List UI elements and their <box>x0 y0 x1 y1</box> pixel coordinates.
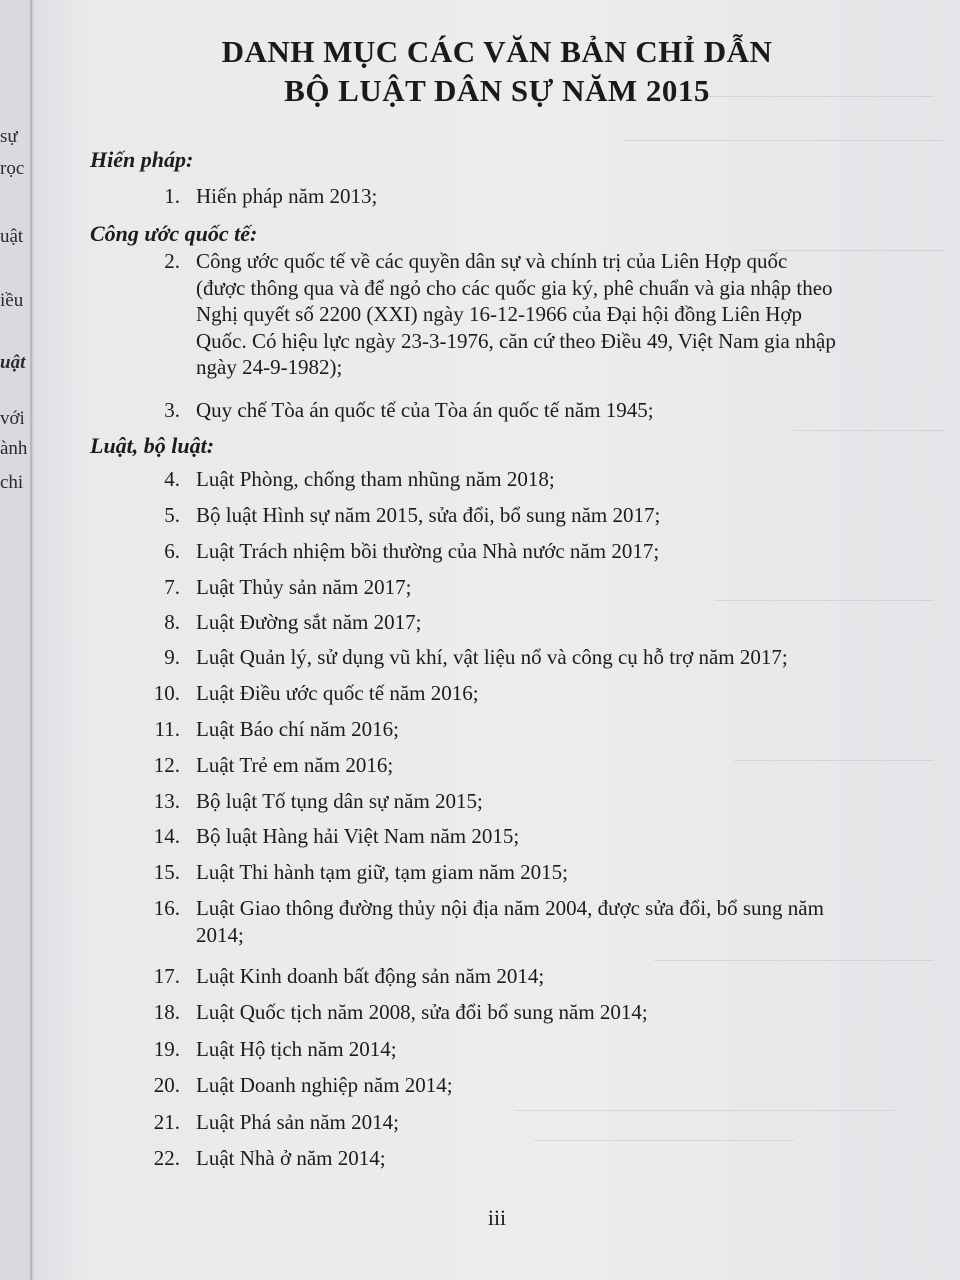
item-text: Luật Doanh nghiệp năm 2014; <box>196 1073 453 1097</box>
item-text-line: Quốc. Có hiệu lực ngày 23-3-1976, căn cứ theo Điều 49, Việt Nam gia nhập <box>196 328 836 353</box>
item-number: 2. <box>164 249 180 273</box>
item-number: 4. <box>164 467 180 491</box>
item-number: 5. <box>164 503 180 527</box>
item-number: 10. <box>153 681 180 705</box>
list-item <box>140 716 920 743</box>
list-item <box>140 609 920 636</box>
list-item <box>140 1072 920 1099</box>
item-text-line: Công ước quốc tế về các quyền dân sự và chính trị của Liên Hợp quốc <box>196 249 788 273</box>
item-number: 9. <box>164 645 180 669</box>
item-text: Bộ luật Tố tụng dân sự năm 2015; <box>196 789 483 813</box>
facing-page-fragment: uật <box>0 352 26 373</box>
list-item <box>140 1109 920 1136</box>
list-item <box>140 788 920 815</box>
item-text-line: Nghị quyết số 2200 (XXI) ngày 16-12-1966 của Đại hội đồng Liên Hợp <box>196 302 802 326</box>
item-number: 19. <box>153 1037 180 1061</box>
item-text: Luật Phòng, chống tham nhũng năm 2018; <box>196 467 555 491</box>
facing-page-edge <box>0 0 32 1280</box>
item-text: Luật Trách nhiệm bồi thường của Nhà nước năm 2017; <box>196 539 660 563</box>
list-item <box>140 574 920 601</box>
item-text-line: ngày 24-9-1982); <box>196 355 343 379</box>
item-text: Quy chế Tòa án quốc tế của Tòa án quốc tế năm 1945; <box>196 398 654 422</box>
section-heading-constitution: Hiến pháp: <box>90 147 194 172</box>
section-heading-laws-codes: Luật, bộ luật: <box>90 433 215 458</box>
item-text: Luật Thi hành tạm giữ, tạm giam năm 2015; <box>196 860 569 884</box>
item-text: Bộ luật Hình sự năm 2015, sửa đổi, bổ sung năm 2017; <box>196 503 661 527</box>
item-text: Luật Trẻ em năm 2016; <box>196 753 394 777</box>
item-text-line: Luật Giao thông đường thủy nội địa năm 2004, được sửa đổi, bổ sung năm <box>196 896 824 920</box>
list-item <box>140 183 920 210</box>
document-title-line-2: BỘ LUẬT DÂN SỰ NĂM 2015 <box>284 73 710 108</box>
list-item <box>140 1145 920 1172</box>
item-text: Luật Kinh doanh bất động sản năm 2014; <box>196 964 545 988</box>
list-item <box>140 752 920 779</box>
list-item <box>140 248 920 381</box>
document-page <box>34 0 960 1280</box>
list-item <box>140 823 920 850</box>
list-item <box>140 644 920 671</box>
item-number: 14. <box>153 824 180 848</box>
facing-page-fragment: sự <box>0 126 18 147</box>
list-item <box>140 859 920 886</box>
item-number: 13. <box>153 789 180 813</box>
list-item <box>140 963 920 990</box>
list-item <box>140 895 920 948</box>
item-number: 22. <box>153 1146 180 1170</box>
item-number: 1. <box>164 184 180 208</box>
item-number: 3. <box>164 398 180 422</box>
item-number: 7. <box>164 575 180 599</box>
item-text: Luật Đường sắt năm 2017; <box>196 610 422 634</box>
page-number: iii <box>487 1205 507 1230</box>
list-item <box>140 538 920 565</box>
facing-page-fragment: ành <box>0 438 28 459</box>
item-text: Luật Phá sản năm 2014; <box>196 1110 399 1134</box>
item-text-line: 2014; <box>196 922 244 947</box>
facing-page-fragment: với <box>0 408 25 429</box>
item-text: Luật Thủy sản năm 2017; <box>196 575 412 599</box>
item-text: Luật Nhà ở năm 2014; <box>196 1146 386 1170</box>
list-item <box>140 397 920 424</box>
list-item <box>140 680 920 707</box>
facing-page-fragment: iều <box>0 290 24 311</box>
item-text: Bộ luật Hàng hải Việt Nam năm 2015; <box>196 824 520 848</box>
item-text: Luật Quản lý, sử dụng vũ khí, vật liệu nổ và công cụ hỗ trợ năm 2017; <box>196 645 788 669</box>
item-number: 8. <box>164 610 180 634</box>
item-number: 6. <box>164 539 180 563</box>
item-text-line: (được thông qua và để ngỏ cho các quốc gia ký, phê chuẩn và gia nhập theo <box>196 275 833 300</box>
facing-page-fragment: rọc <box>0 158 25 179</box>
item-number: 20. <box>153 1073 180 1097</box>
item-text: Luật Báo chí năm 2016; <box>196 717 399 741</box>
item-number: 15. <box>153 860 180 884</box>
item-text: Luật Điều ước quốc tế năm 2016; <box>196 681 479 705</box>
item-text: Luật Hộ tịch năm 2014; <box>196 1037 397 1061</box>
item-number: 11. <box>154 717 180 741</box>
facing-page-fragment: chi <box>0 472 24 493</box>
list-item <box>140 1036 920 1063</box>
item-number: 18. <box>153 1000 180 1024</box>
facing-page-fragment: uật <box>0 226 24 247</box>
item-number: 17. <box>153 964 180 988</box>
document-title-line-1: DANH MỤC CÁC VĂN BẢN CHỈ DẪN <box>221 34 773 69</box>
list-item <box>140 466 920 493</box>
list-item <box>140 502 920 529</box>
item-text: Hiến pháp năm 2013; <box>196 184 378 208</box>
item-text: Luật Quốc tịch năm 2008, sửa đổi bổ sung năm 2014; <box>196 1000 648 1024</box>
section-heading-international-conventions: Công ước quốc tế: <box>90 221 258 246</box>
item-number: 16. <box>153 896 180 920</box>
item-number: 12. <box>153 753 180 777</box>
item-number: 21. <box>153 1110 180 1134</box>
list-item <box>140 999 920 1026</box>
